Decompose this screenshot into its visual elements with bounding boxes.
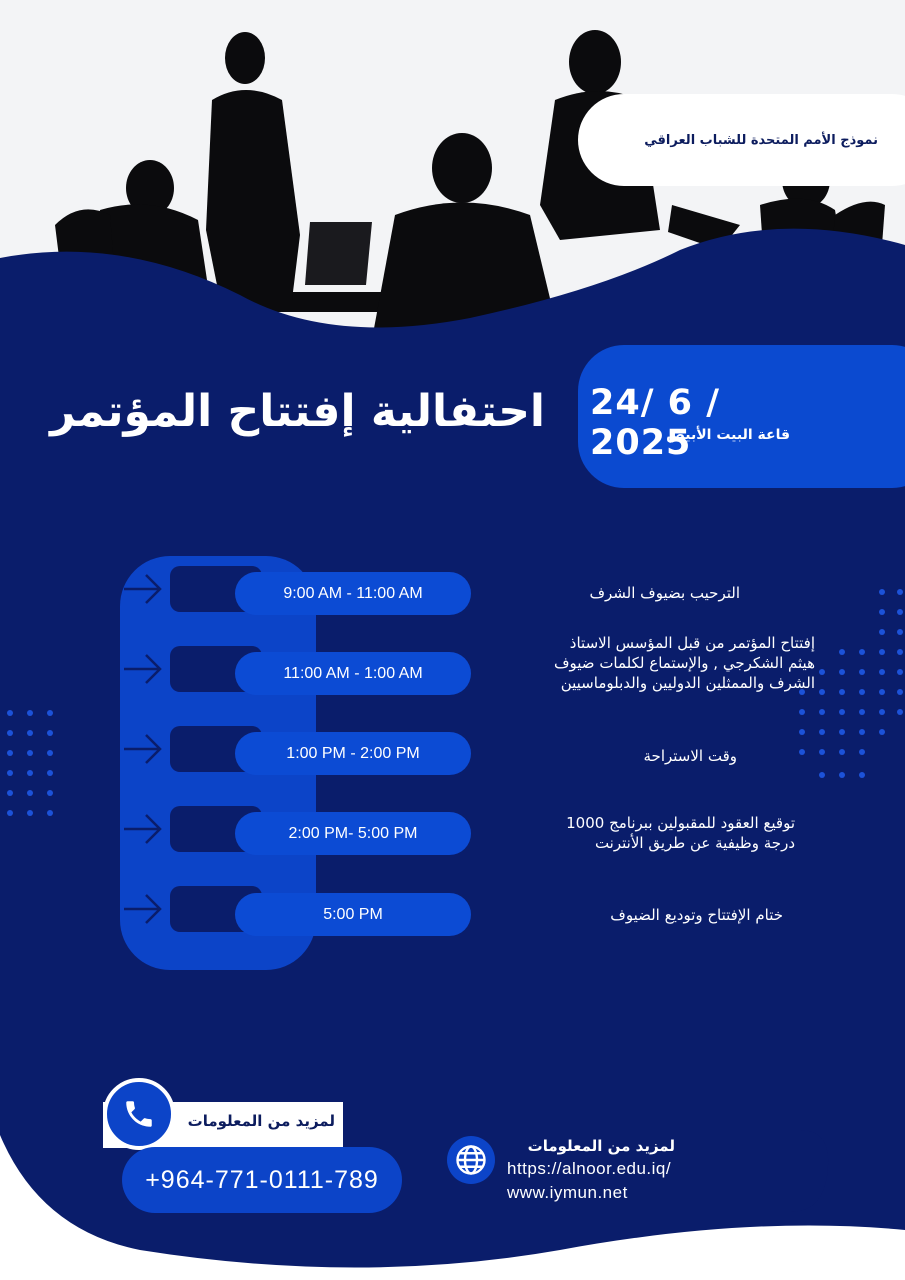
activity-line: الشرف والممثلين الدوليين والدبلوماسيين: [560, 674, 815, 692]
website-link[interactable]: www.iymun.net: [507, 1183, 628, 1202]
time-slot: 5:00 PM: [235, 893, 471, 936]
activity-line: إفتتاح المؤتمر من قبل المؤسس الاستاذ: [569, 634, 815, 652]
event-title: احتفالية إفتتاح المؤتمر: [50, 386, 545, 437]
phone-number[interactable]: +964-771-0111-789: [122, 1147, 402, 1213]
phone-icon: [122, 1097, 156, 1131]
activity: وقت الاستراحة: [643, 747, 737, 765]
website-label: لمزيد من المعلومات: [527, 1137, 675, 1155]
activity: الترحيب بضيوف الشرف: [589, 584, 740, 602]
activity-line: درجة وظيفية عن طريق الأنترنت: [594, 834, 795, 852]
activity: [495, 813, 795, 853]
organization-name: نموذج الأمم المتحدة للشباب العراقي: [644, 132, 878, 148]
activity: [475, 633, 815, 693]
event-venue: قاعة البيت الأبيض: [666, 427, 790, 443]
time-slot: 1:00 PM - 2:00 PM: [235, 732, 471, 775]
website-link[interactable]: https://alnoor.edu.iq/: [507, 1159, 672, 1178]
website-button[interactable]: [447, 1136, 495, 1184]
time-slot: 2:00 PM- 5:00 PM: [235, 812, 471, 855]
globe-icon: [453, 1142, 489, 1178]
phone-button[interactable]: [103, 1078, 175, 1150]
phone-label: لمزيد من المعلومات: [187, 1112, 335, 1130]
activity-line: هيثم الشكرجي , والإستماع لكلمات ضيوف: [553, 654, 815, 672]
event-date: 24/ 6 / 2025: [590, 383, 720, 463]
activity: ختام الإفتتاح وتوديع الضيوف: [610, 906, 783, 924]
time-slot: 9:00 AM - 11:00 AM: [235, 572, 471, 615]
activity-line: توقيع العقود للمقبولين ببرنامج 1000: [566, 814, 795, 832]
time-slot: 11:00 AM - 1:00 AM: [235, 652, 471, 695]
organization-badge: [578, 94, 905, 186]
